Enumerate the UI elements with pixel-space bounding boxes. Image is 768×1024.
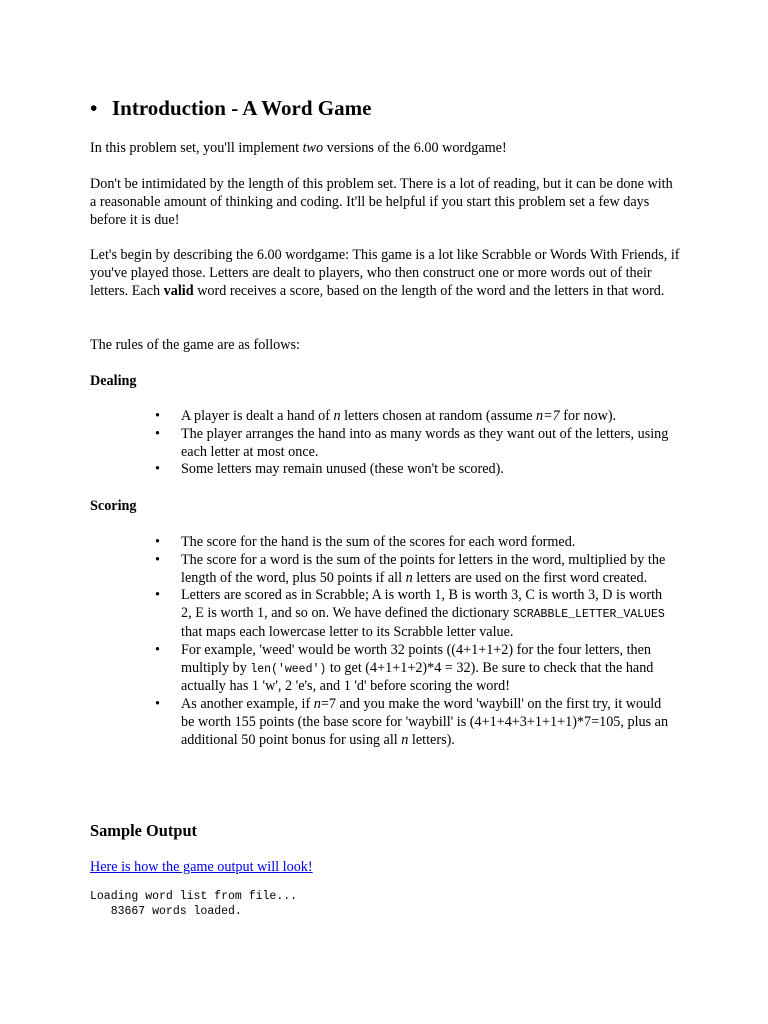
dealing-item1-text-b: letters chosen at random (assume bbox=[340, 408, 536, 424]
heading-bullet: • bbox=[90, 96, 98, 120]
scoring-item5-text-a: As another example, if bbox=[181, 696, 314, 713]
dealing-item1-text-a: A player is dealt a hand of bbox=[181, 408, 334, 424]
bullet-icon: • bbox=[155, 461, 160, 478]
scoring-label: Scoring bbox=[90, 498, 137, 514]
dealing-item1-text-c: for now). bbox=[559, 408, 617, 424]
intro-paragraph-3 bbox=[90, 247, 680, 300]
dealing-label: Dealing bbox=[90, 373, 137, 389]
dealing-item1-n: n bbox=[333, 408, 341, 424]
scoring-item2-n: n bbox=[405, 569, 413, 586]
list-item bbox=[155, 461, 675, 479]
scoring-item5-text-b: =7 and you make the word 'waybill' on the first try, it would be worth 155 points (the base score for 'waybill' is (4+1+4+3+1+1+1)*7=105, plus an additional 50 point bonus for using all bbox=[181, 696, 669, 748]
list-item bbox=[155, 642, 675, 696]
scoring-item5-n: n bbox=[313, 696, 321, 713]
bullet-icon: • bbox=[155, 534, 160, 550]
dealing-item2-text: The player arranges the hand into as many words as they want out of the letters, using each letter at most once. bbox=[181, 425, 669, 460]
code-block bbox=[90, 889, 297, 919]
code-line: Loading word list from file... bbox=[90, 890, 298, 903]
intro-p1-text-a: In this problem set, you'll implement bbox=[90, 140, 303, 156]
intro-p1-text-b: versions of the 6.00 wordgame! bbox=[323, 140, 507, 156]
scoring-item3-text-a: Letters are scored as in Scrabble; A is worth 1, B is worth 3, C is worth 3, D is worth 2, E is worth 1, and so on. We have defined the dictionary bbox=[181, 587, 663, 622]
list-item bbox=[155, 552, 675, 588]
bullet-icon: • bbox=[155, 408, 160, 424]
code-line: 83667 words loaded. bbox=[90, 905, 242, 918]
bullet-icon: • bbox=[155, 551, 160, 568]
list-item bbox=[155, 534, 675, 552]
intro-paragraph-4: The rules of the game are as follows: bbox=[90, 337, 300, 353]
intro-p3-text-a: Let's begin by describing the 6.00 wordgame: This game is a lot like Scrabble or Words With Friends, if you've played those. Letters are dealt to players, who then construct one or more words out of their letters. Each bbox=[90, 247, 680, 299]
list-item bbox=[155, 408, 675, 426]
scoring-item1-text: The score for the hand is the sum of the scores for each word formed. bbox=[181, 534, 576, 550]
scoring-item3-text-b: that maps each lowercase letter to its Scrabble letter value. bbox=[181, 623, 514, 640]
bullet-icon: • bbox=[155, 587, 160, 604]
dealing-list bbox=[155, 408, 675, 479]
bullet-icon: • bbox=[155, 425, 160, 442]
scoring-item2-text-b: letters are used on the first word created. bbox=[412, 569, 648, 586]
intro-p3-bold: valid bbox=[163, 282, 194, 299]
intro-paragraph-1 bbox=[90, 140, 680, 158]
bullet-icon: • bbox=[155, 641, 160, 658]
dealing-item1-n7: n=7 bbox=[535, 408, 560, 424]
scoring-item5-text-c: letters). bbox=[408, 731, 455, 748]
dealing-item3-text: Some letters may remain unused (these won't be scored). bbox=[181, 461, 504, 478]
game-output-link[interactable]: Here is how the game output will look! bbox=[90, 859, 313, 875]
list-item bbox=[155, 696, 675, 749]
scoring-list bbox=[155, 534, 675, 750]
intro-p3-text-b: word receives a score, based on the length of the word and the letters in that word. bbox=[193, 282, 665, 299]
list-item bbox=[155, 426, 675, 462]
scoring-item2-text-a: The score for a word is the sum of the points for letters in the word, multiplied by the length of the word, plus 50 points if all bbox=[181, 551, 666, 586]
scrabble-values-code: SCRABBLE_LETTER_VALUES bbox=[512, 608, 665, 622]
scoring-item4-text-a: For example, 'weed' would be worth 32 points ((4+1+1+2) for the four letters, then multiply by bbox=[181, 641, 652, 676]
section-heading bbox=[90, 94, 371, 122]
sample-link-paragraph bbox=[90, 859, 680, 877]
len-weed-code: len('weed') bbox=[250, 662, 327, 676]
intro-paragraph-2: Don't be intimidated by the length of this problem set. There is a lot of reading, but it can be done with a reasonable amount of thinking and coding. It'll be helpful if you start this problem set a few days before it is due! bbox=[90, 176, 673, 228]
scoring-item4-text-b: to get (4+1+1+2)*4 = 32). Be sure to check that the hand actually has 1 'w', 2 'e's, and 1 'd' before scoring the word! bbox=[181, 659, 654, 695]
bullet-icon: • bbox=[155, 696, 160, 713]
intro-p1-emphasis: two bbox=[302, 140, 324, 156]
list-item bbox=[155, 587, 675, 641]
sample-output-heading: Sample Output bbox=[90, 821, 198, 840]
scoring-item5-n2: n bbox=[401, 731, 409, 748]
heading-title: Introduction - A Word Game bbox=[112, 96, 372, 120]
